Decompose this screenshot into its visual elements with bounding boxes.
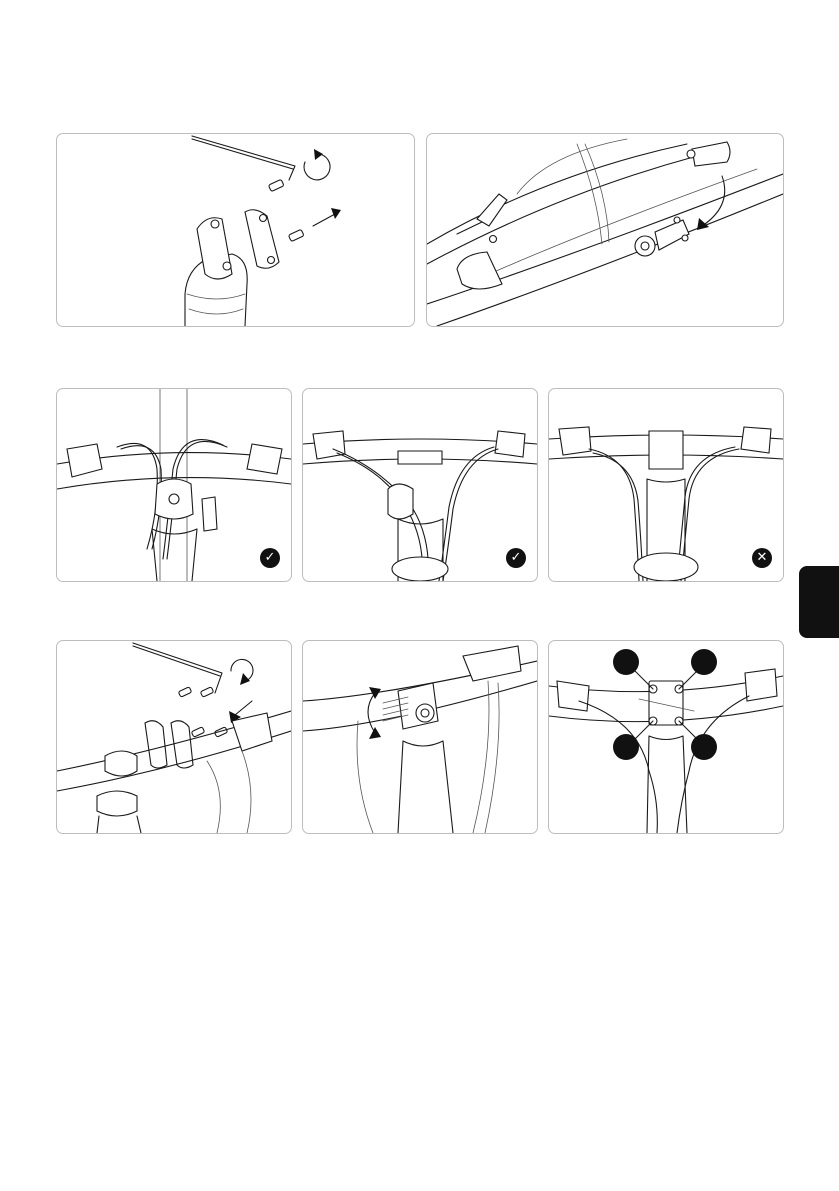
- illustration-rotate-handlebar: [303, 641, 537, 833]
- illustration-detach-handlebar: [427, 134, 783, 326]
- check-circle-icon: ✓: [260, 548, 280, 568]
- panel-remove-stem-cap: [56, 133, 415, 327]
- illustration-remove-stem-cap: [57, 134, 414, 326]
- numbered-marker-icon: [613, 649, 639, 675]
- illustration-tighten-sequence: [549, 641, 783, 833]
- panel-cable-routing-incorrect: [548, 388, 784, 582]
- panel-install-stem-cap: [56, 640, 292, 834]
- illustration-cable-routing-incorrect: [549, 389, 783, 581]
- panel-cable-routing-correct-2: [302, 388, 538, 582]
- numbered-marker-icon: [613, 734, 639, 760]
- numbered-marker-icon: [691, 734, 717, 760]
- section-tab: [799, 566, 839, 638]
- illustration-install-stem-cap: [57, 641, 291, 833]
- illustration-cable-routing-correct-1: [57, 389, 291, 581]
- panel-rotate-handlebar: [302, 640, 538, 834]
- check-circle-icon: ✓: [506, 548, 526, 568]
- panel-cable-routing-correct-1: [56, 388, 292, 582]
- x-circle-icon: ✕: [752, 548, 772, 568]
- panel-detach-handlebar: [426, 133, 784, 327]
- panel-tighten-sequence: [548, 640, 784, 834]
- numbered-marker-icon: [691, 649, 717, 675]
- illustration-cable-routing-correct-2: [303, 389, 537, 581]
